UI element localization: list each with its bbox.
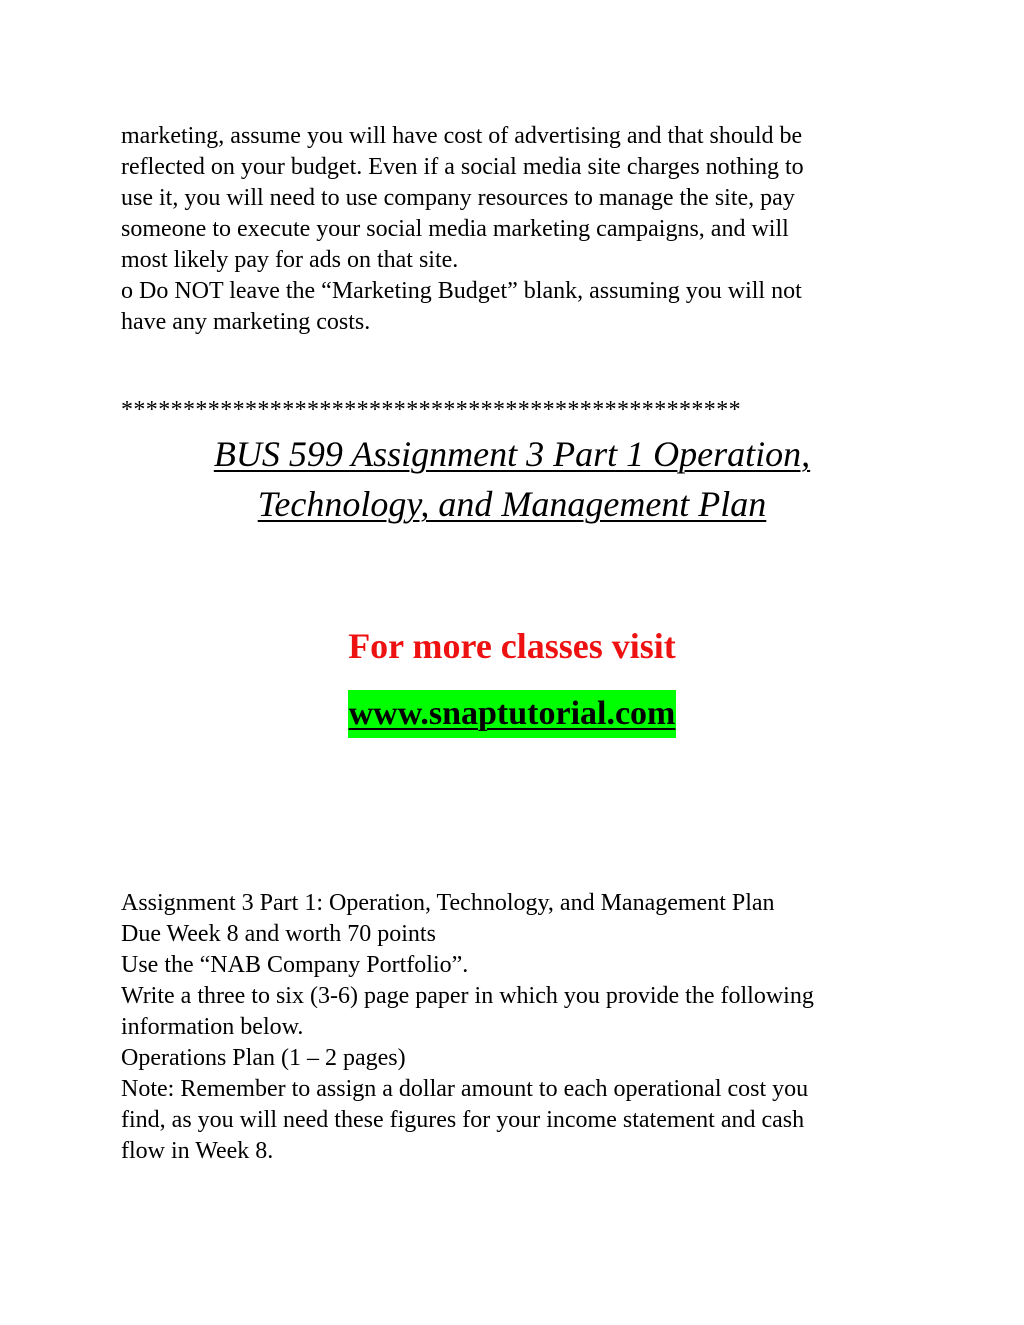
body-text-line: someone to execute your social media marketing campaigns, and will bbox=[121, 216, 789, 242]
body-text-line: marketing, assume you will have cost of advertising and that should be bbox=[121, 123, 803, 149]
promo-link-container bbox=[0, 690, 1024, 738]
body-text-line: o Do NOT leave the “Marketing Budget” blank, assuming you will not bbox=[121, 278, 802, 304]
asterisk-separator: ************************************************** bbox=[121, 397, 741, 423]
body-text-line: Assignment 3 Part 1: Operation, Technology, and Management Plan bbox=[121, 890, 775, 916]
document-title-line-1: BUS 599 Assignment 3 Part 1 Operation, bbox=[213, 434, 811, 474]
body-text-line: information below. bbox=[121, 1014, 304, 1040]
body-text-line: Write a three to six (3-6) page paper in which you provide the following bbox=[121, 983, 814, 1009]
body-text-line: use it, you will need to use company resources to manage the site, pay bbox=[121, 185, 795, 211]
body-text-line: flow in Week 8. bbox=[121, 1138, 274, 1164]
body-text-line: most likely pay for ads on that site. bbox=[121, 247, 459, 273]
body-text-line: have any marketing costs. bbox=[121, 309, 371, 335]
document-title-line-2: Technology, and Management Plan bbox=[257, 484, 767, 524]
promo-link[interactable]: www.snaptutorial.com bbox=[348, 690, 677, 738]
body-text-line: reflected on your budget. Even if a social media site charges nothing to bbox=[121, 154, 804, 180]
body-text-line: Operations Plan (1 – 2 pages) bbox=[121, 1045, 406, 1071]
body-text-line: Note: Remember to assign a dollar amount to each operational cost you bbox=[121, 1076, 809, 1102]
body-text-line: Due Week 8 and worth 70 points bbox=[121, 921, 436, 947]
body-text-line: find, as you will need these figures for your income statement and cash bbox=[121, 1107, 805, 1133]
body-text-line: Use the “NAB Company Portfolio”. bbox=[121, 952, 469, 978]
promo-heading: For more classes visit bbox=[348, 626, 676, 666]
